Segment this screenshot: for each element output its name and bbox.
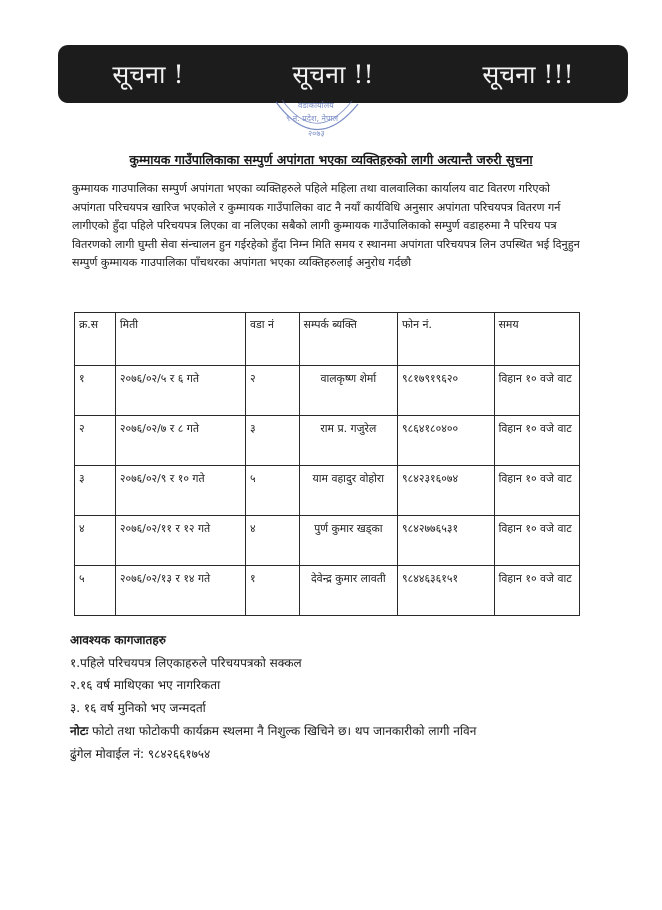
cell-ward: ५	[246, 466, 300, 516]
cell-contact: देवेन्द्र कुमार लावती	[299, 566, 397, 616]
cell-date: २०७६/०२/९ र १० गते	[115, 466, 245, 516]
stamp-line-2: ९ नं. प्रदेश, नेपाल	[286, 114, 339, 123]
col-date: मिती	[115, 313, 245, 366]
schedule-table	[74, 312, 580, 616]
col-time: समय	[494, 313, 579, 366]
note-text: फोटो तथा फोटोकपी कार्यक्रम स्थलमा नै निशुल्क खिचिने छ। थप जानकारीको लागी नविन	[92, 724, 477, 738]
banner-text-1: सूचना !	[112, 60, 184, 89]
table-row	[75, 516, 580, 566]
document-item: २.१६ वर्ष माथिएका भए नागरिकता	[70, 678, 221, 692]
cell-contact: वालकृष्ण शेर्मा	[299, 366, 397, 416]
col-contact: सम्पर्क ब्यक्ति	[299, 313, 397, 366]
cell-date: २०७६/०२/११ र १२ गते	[115, 516, 245, 566]
note-line	[70, 720, 590, 743]
cell-serial: २	[75, 416, 116, 466]
office-stamp	[268, 96, 364, 146]
cell-contact: याम वहादुर वोहोरा	[299, 466, 397, 516]
cell-phone: ९८४४६३६१५१	[397, 566, 494, 616]
document-item: ३. १६ वर्ष मुनिको भए जन्मदर्ता	[70, 700, 206, 715]
cell-serial: ५	[75, 566, 116, 616]
table-row	[75, 566, 580, 616]
table-row	[75, 466, 580, 516]
table-header-row	[75, 313, 580, 366]
cell-ward: ४	[246, 516, 300, 566]
required-documents	[70, 629, 302, 719]
note-section	[70, 720, 590, 765]
cell-time: विहान १० वजे वाट	[494, 516, 579, 566]
note-label: नोटः	[70, 724, 89, 738]
col-phone: फोन नं.	[397, 313, 494, 366]
cell-phone: ९८१७९१९६२०	[397, 366, 494, 416]
banner-text-2: सूचना !!	[292, 60, 374, 89]
cell-phone: ९८६४१८०४००	[397, 416, 494, 466]
col-ward: वडा नं	[246, 313, 300, 366]
cell-serial: ३	[75, 466, 116, 516]
cell-time: विहान १० वजे वाट	[494, 566, 579, 616]
document-item: १.पहिले परिचयपत्र लिएकाहरुले परिचयपत्रको सक्कल	[70, 655, 302, 670]
stamp-line-3: २०७३	[308, 129, 325, 138]
note-contact: ढुंगेल मोवाईल नं: ९८४२६६१७५४	[70, 746, 211, 761]
cell-date: २०७६/०२/७ र ८ गते	[115, 416, 245, 466]
table-row	[75, 366, 580, 416]
cell-ward: ३	[246, 416, 300, 466]
table-row	[75, 416, 580, 466]
notice-body: कुम्मायक गाउपालिका सम्पुर्ण अपांगता भएका व्यक्तिहरुले पहिले महिला तथा वालवालिका कार्यालय वाट वितरण गरिएको अपांगता परिचयपत्र खारिज भएकोले र कुम्मायक गाउँपालिका वाट नै नयाँ कार्यविधि अनुसार अपांगता परिचयपत्र वितरण गर्न लागीएको हुँदा पहिले परिचयपत्र लिएका वा नलिएका सबैको लागी कुम्मायक गाउँपालिकाको सम्पुर्ण वडाहरुमा नै परिचय पत्र वितरणको लागी घुम्ती सेवा संन्चालन हुन गईरहेको हुँदा निम्न मिति समय र स्थानमा अपांगता परिचयपत्र लिन उपस्थित भई दिनुहुन सम्पुर्ण कुम्मायक गाउपालिका पाँचथरका अपांगता भएका व्यक्तिहरुलाई अनुरोध गर्दछौ	[72, 182, 580, 270]
cell-date: २०७६/०२/५ र ६ गते	[115, 366, 245, 416]
cell-phone: ९८४२७७६५३१	[397, 516, 494, 566]
notice-title: कुम्मायक गाउँपालिकाका सम्पुर्ण अपांगता भएका व्यक्तिहरुको लागी अत्यान्तै जरुरी सुचना	[129, 152, 533, 167]
banner-text-3: सूचना !!!	[482, 60, 574, 89]
documents-heading: आवश्यक कागजातहरु	[70, 633, 166, 647]
cell-phone: ९८४२३१६०७४	[397, 466, 494, 516]
cell-contact: पुर्ण कुमार खड्का	[299, 516, 397, 566]
cell-serial: १	[75, 366, 116, 416]
stamp-line-1: वडाकार्यालय	[298, 101, 334, 110]
notice-banner	[58, 45, 628, 103]
cell-date: २०७६/०२/१३ र १४ गते	[115, 566, 245, 616]
cell-time: विहान १० वजे वाट	[494, 416, 579, 466]
cell-time: विहान १० वजे वाट	[494, 466, 579, 516]
cell-contact: राम प्र. गजुरेल	[299, 416, 397, 466]
cell-ward: २	[246, 366, 300, 416]
cell-time: विहान १० वजे वाट	[494, 366, 579, 416]
cell-serial: ४	[75, 516, 116, 566]
cell-ward: १	[246, 566, 300, 616]
col-serial: क्र.स	[75, 313, 116, 366]
